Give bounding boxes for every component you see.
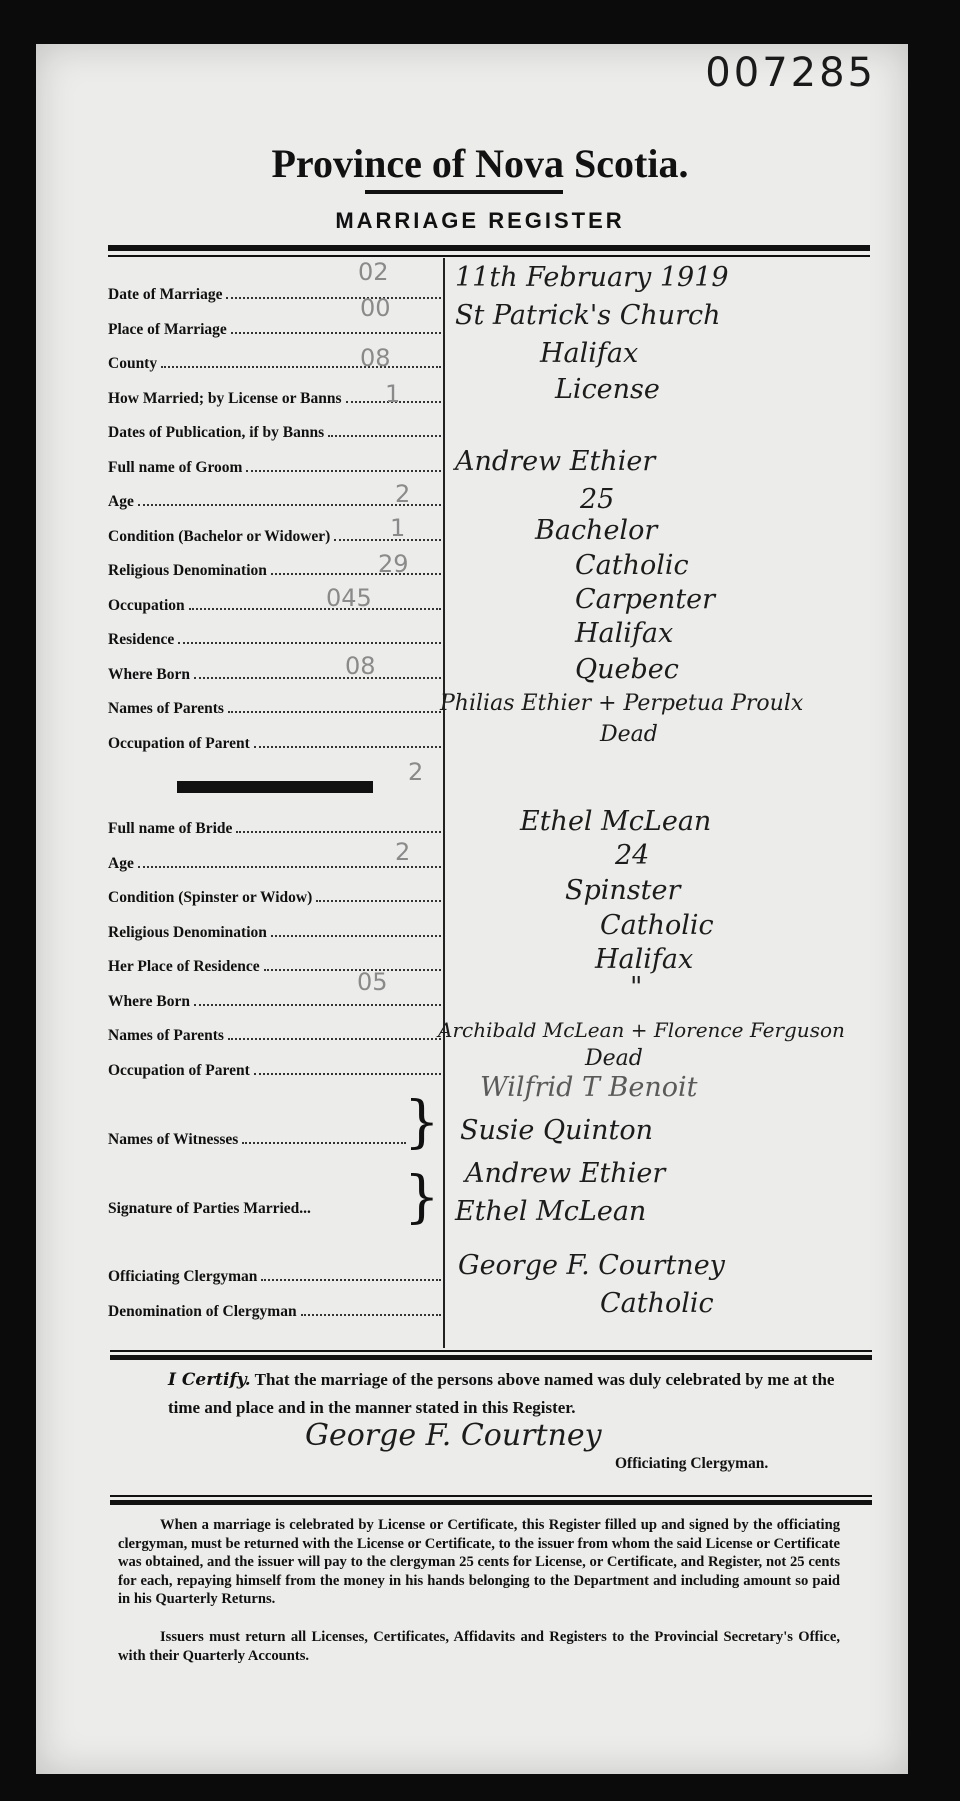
- code-groom-where-born: 08: [345, 652, 376, 680]
- notice-divider: [110, 1495, 872, 1497]
- field-bride-age: Age: [108, 849, 443, 873]
- code-bride-where-born: 05: [357, 968, 388, 996]
- field-bride-denomination: Religious Denomination: [108, 918, 443, 942]
- code-bride-section: 2: [408, 758, 424, 786]
- value-full-name-of-groom: Andrew Ethier: [455, 446, 656, 477]
- field-denomination-of-clergyman: Denomination of Clergyman: [108, 1297, 443, 1321]
- field-groom-parents: Names of Parents: [108, 694, 443, 718]
- certify-heading: I Certify.: [168, 1370, 251, 1390]
- field-place-of-marriage: Place of Marriage: [108, 315, 443, 339]
- value-party-groom: Andrew Ethier: [465, 1158, 666, 1189]
- field-groom-age: Age: [108, 487, 443, 511]
- code-groom-denomination: 29: [378, 550, 409, 578]
- value-groom-residence: Halifax: [575, 618, 674, 649]
- value-bride-residence: Halifax: [595, 944, 694, 975]
- field-full-name-of-groom: Full name of Groom: [108, 453, 443, 477]
- parties-brace: }: [404, 1165, 440, 1230]
- certify-divider: [110, 1350, 872, 1352]
- field-groom-residence: Residence: [108, 625, 443, 649]
- value-bride-condition: Spinster: [565, 875, 681, 906]
- field-bride-parents: Names of Parents: [108, 1021, 443, 1045]
- certify-statement: [168, 1366, 848, 1422]
- value-bride-parent-occupation: Dead: [585, 1046, 643, 1071]
- code-bride-age: 2: [395, 838, 411, 866]
- code-groom-age: 2: [395, 480, 411, 508]
- value-witness-1: Wilfrid T Benoit: [480, 1072, 698, 1103]
- top-divider: [108, 245, 870, 251]
- value-groom-parents: Philias Ethier + Perpetua Proulx: [440, 691, 804, 716]
- value-groom-parent-occupation: Dead: [600, 722, 658, 747]
- field-dates-of-publication: Dates of Publication, if by Banns: [108, 418, 443, 442]
- field-groom-occupation: Occupation: [108, 591, 443, 615]
- value-full-name-of-bride: Ethel McLean: [520, 806, 712, 837]
- value-county: Halifax: [540, 338, 639, 369]
- field-groom-condition: Condition (Bachelor or Widower): [108, 522, 443, 546]
- value-groom-denomination: Catholic: [575, 550, 689, 581]
- value-how-married: License: [555, 374, 660, 405]
- document-number: 007285: [705, 50, 876, 96]
- signature-label: Officiating Clergyman.: [615, 1455, 769, 1472]
- code-how-married: 1: [385, 380, 401, 408]
- field-how-married: How Married; by License or Banns: [108, 384, 443, 408]
- value-denomination-of-clergyman: Catholic: [600, 1288, 714, 1319]
- page-title: Province of Nova Scotia.: [271, 141, 689, 186]
- notice-divider-thick: [110, 1500, 872, 1505]
- code-place-of-marriage: 00: [360, 294, 391, 322]
- code-groom-condition: 1: [390, 514, 406, 542]
- code-county: 08: [360, 344, 391, 372]
- field-date-of-marriage: Date of Marriage: [108, 280, 443, 304]
- field-county: County: [108, 349, 443, 373]
- value-witness-2: Susie Quinton: [460, 1115, 653, 1146]
- witnesses-brace: }: [404, 1090, 440, 1155]
- value-groom-condition: Bachelor: [535, 515, 658, 546]
- field-bride-parent-occupation: Occupation of Parent: [108, 1056, 443, 1080]
- certify-text: That the marriage of the persons above named was duly celebrated by me at the time and place and in the manner stated in this Register.: [168, 1370, 835, 1417]
- value-date-of-marriage: 11th February 1919: [455, 262, 729, 293]
- code-groom-occupation: 045: [326, 584, 372, 612]
- field-names-of-witnesses: Names of Witnesses: [108, 1125, 408, 1149]
- title-underline: [365, 190, 563, 194]
- column-divider: [443, 258, 445, 1348]
- register-subtitle: MARRIAGE REGISTER: [335, 208, 625, 233]
- value-party-bride: Ethel McLean: [455, 1196, 647, 1227]
- value-groom-age: 25: [580, 484, 615, 515]
- value-groom-occupation: Carpenter: [575, 584, 716, 615]
- code-date-of-marriage: 02: [358, 258, 389, 286]
- field-groom-denomination: Religious Denomination: [108, 556, 443, 580]
- field-groom-parent-occupation: Occupation of Parent: [108, 729, 443, 753]
- field-bride-where-born: Where Born: [108, 987, 443, 1011]
- certify-divider-thick: [110, 1355, 872, 1360]
- value-bride-age: 24: [615, 840, 650, 871]
- top-divider-thin: [108, 255, 870, 257]
- field-signature-of-parties: Signature of Parties Married...: [108, 1200, 311, 1217]
- value-bride-parents: Archibald McLean + Florence Ferguson: [438, 1018, 845, 1042]
- bride-section-bar: [177, 781, 373, 793]
- field-groom-where-born: Where Born: [108, 660, 443, 684]
- value-bride-where-born: ": [630, 972, 643, 1003]
- field-full-name-of-bride: Full name of Bride: [108, 814, 443, 838]
- field-bride-condition: Condition (Spinster or Widow): [108, 883, 443, 907]
- value-bride-denomination: Catholic: [600, 910, 714, 941]
- clergyman-signature: George F. Courtney: [305, 1418, 602, 1453]
- field-bride-residence: Her Place of Residence: [108, 952, 443, 976]
- issuers-notice: Issuers must return all Licenses, Certificates, Affidavits and Registers to the Provincial Secretary's Office, with their Quarterly Accounts.: [118, 1629, 840, 1664]
- value-officiating-clergyman: George F. Courtney: [458, 1250, 725, 1281]
- value-groom-where-born: Quebec: [575, 654, 679, 685]
- field-officiating-clergyman: Officiating Clergyman: [108, 1262, 443, 1286]
- license-notice: When a marriage is celebrated by License or Certificate, this Register filled up and signed by the officiating clergyman, must be returned with the License or Certificate, to the issuer from whom the said License or Certificate was obtained, and the issuer will pay to the clergyman 25 cents for License, or Certificate, and Register, not 25 cents for each, repaying himself from the money in his hands belonging to the Department and including amount so paid in his Quarterly Returns.: [118, 1517, 840, 1607]
- value-place-of-marriage: St Patrick's Church: [455, 300, 721, 331]
